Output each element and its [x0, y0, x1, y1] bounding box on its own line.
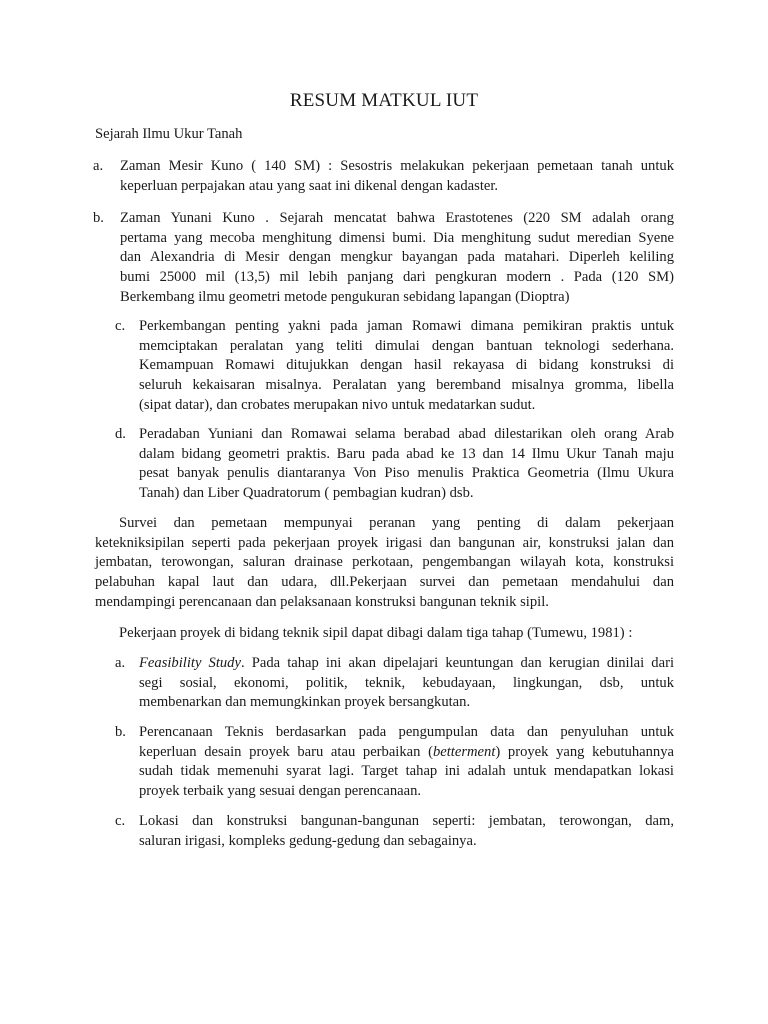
text-line: mendampingi perencanaan dan pelaksanaan konstruksi bangunan teknik sipil.: [95, 593, 549, 610]
list-item: [115, 425, 674, 504]
text-line: sudah tidak memenuhi syarat lagi. Target tahap ini adalah untuk mendapatkan lokasi: [139, 763, 674, 780]
text-line: [139, 743, 674, 763]
list-item: [115, 723, 674, 802]
text-line: Zaman Mesir Kuno ( 140 SM) : Sesostris melakukan pekerjaan pemetaan tanah untuk: [120, 158, 674, 174]
text-line: Peradaban Yuniani dan Romawai selama berabad abad dilestarikan oleh orang Arab: [139, 426, 674, 442]
list-item: [115, 317, 674, 416]
list-item: [93, 209, 674, 308]
body-paragraph: Pekerjaan proyek di bidang teknik sipil dapat dibagi dalam tiga tahap (Tumewu, 1981) :: [119, 625, 633, 641]
text-line: Lokasi dan konstruksi bangunan-bangunan seperti: jembatan, terowongan, dam,: [139, 813, 674, 829]
text-line: pertama yang mecoba menghitung dimensi bumi. Dia menghitung sudut meredian Syene: [120, 229, 674, 246]
text-run: ) proyek yang kebutuhannya: [495, 743, 674, 760]
text-run: . Pada tahap ini akan dipelajari keuntungan dan kerugian dinilai dari: [240, 655, 674, 671]
list-item: [115, 812, 674, 851]
text-line: Tanah) dan Liber Quadratorum ( pembagian kudran) dsb.: [139, 485, 474, 502]
text-line: bumi 25000 mil (13,5) mil lebih panjang dari pengkuran modern . Pada (120 SM): [120, 269, 674, 286]
text-line: Berkembang ilmu geometri metode pengukuran sebidang lapangan (Dioptra): [120, 288, 570, 305]
text-line: keperluan perpajakan atau yang saat ini dikenal dengan kadaster.: [120, 177, 499, 194]
list-marker: d.: [115, 426, 126, 442]
page-title: RESUM MATKUL IUT: [289, 90, 479, 111]
list-marker: b.: [93, 210, 104, 226]
list-item: [115, 654, 674, 713]
text-line: segi sosial, ekonomi, politik, teknik, kebudayaan, lingkungan, dsb, untuk: [139, 674, 674, 691]
italic-term: betterment: [432, 743, 496, 760]
text-line: saluran irigasi, kompleks gedung-gedung dan sebagainya.: [139, 832, 477, 849]
list-item: [93, 157, 674, 196]
text-line: seluruh kekaisaran misalnya. Peralatan yang beremband misalnya gromma, libella: [139, 377, 674, 394]
list-marker: c.: [115, 813, 126, 829]
text-line: (sipat datar), dan crobates merupakan nivo untuk medatarkan sudut.: [139, 396, 536, 413]
italic-term: Feasibility Study: [139, 655, 241, 671]
text-line: Perencanaan Teknis berdasarkan pada pengumpulan data dan penyuluhan untuk: [139, 724, 674, 740]
list-marker: b.: [115, 724, 126, 740]
text-line: proyek terbaik yang sesuai dengan perencanaan.: [139, 783, 422, 800]
text-line: Survei dan pemetaan mempunyai peranan yang penting di dalam pekerjaan: [119, 515, 674, 531]
text-line: pelabuhan kapal laut dan udara, dll.Pekerjaan survei dan pemetaan mendahului dan: [95, 574, 674, 591]
text-line: dan Alexandria di Mesir dengan mengkur bayangan pada matahari. Diperleh keliling: [120, 249, 674, 266]
text-line: ketekniksipilan seperti pada pekerjaan proyek irigasi dan bangunan air, konstruksi jalan dan: [95, 534, 674, 551]
list-marker: c.: [115, 318, 126, 334]
text-line: jembatan, terowongan, saluran drainase perkotaan, pengembangan wilayah kota, konstruksi: [95, 554, 674, 571]
text-line: pesat banyak penulis diantaranya Von Piso menulis Praktica Geometria (Ilmu Ukura: [139, 465, 674, 482]
text-line: membenarkan dan memungkinkan proyek bersangkutan.: [139, 694, 471, 711]
text-line: [139, 654, 674, 674]
text-line: dalam bidang geometri praktis. Baru pada abad ke 13 dan 14 Ilmu Ukur Tanah maju: [139, 445, 674, 462]
section-subtitle: Sejarah Ilmu Ukur Tanah: [95, 126, 243, 142]
text-run: keperluan desain proyek baru atau perbaikan (: [139, 743, 433, 760]
text-line: Perkembangan penting yakni pada jaman Romawi dimana pemikiran praktis untuk: [139, 318, 674, 334]
text-line: Kemampuan Romawi ditujukkan dengan hasil rekayasa di bidang konstruksi di: [139, 357, 674, 374]
text-line: Zaman Yunani Kuno . Sejarah mencatat bahwa Erastotenes (220 SM adalah orang: [120, 210, 674, 226]
text-line: memciptakan peralatan yang teliti dimulai dengan bantuan teknologi sederhana.: [139, 337, 674, 354]
list-marker: a.: [115, 655, 126, 671]
body-paragraph: [95, 514, 674, 613]
list-marker: a.: [93, 158, 104, 174]
